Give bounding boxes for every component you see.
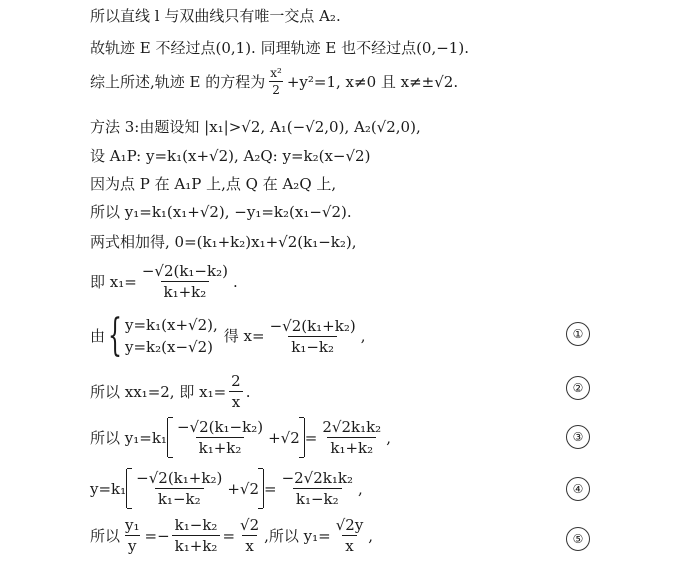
line12-suffix: , (386, 428, 391, 447)
system-eq-1: y=k₁(x+√2), (125, 316, 218, 334)
frac-numerator: √2 (240, 516, 260, 534)
text-line-3 (90, 66, 458, 97)
line14-mid: =− (144, 526, 170, 545)
frac-denominator: k₁+k₂ (196, 437, 245, 457)
fraction-sqrt2-over-x (237, 516, 262, 555)
frac-denominator: y (125, 535, 139, 555)
frac-denominator: 2 (269, 81, 283, 97)
frac-denominator: k₁−k₂ (288, 336, 337, 356)
text-line-2: 故轨迹 E 不经过点(0,1). 同理轨迹 E 也不经过点(0,−1). (90, 39, 469, 57)
frac-numerator: −√2(k₁−k₂) (176, 418, 264, 436)
line12-prefix: 所以 y₁=k₁ (90, 428, 167, 447)
frac-numerator: −√2(k₁+k₂) (269, 316, 356, 335)
line10-prefix: 由 (90, 327, 106, 345)
frac-denominator: k₁+k₂ (161, 281, 210, 301)
square-bracket-group (126, 469, 264, 508)
bracket-plus-term: +√2 (227, 479, 259, 498)
frac-numerator: k₁−k₂ (174, 516, 218, 534)
line14-mid2: = (222, 526, 236, 545)
line10-mid: 得 x= (223, 327, 265, 345)
equation-number-4: ④ (566, 477, 590, 501)
line14-prefix: 所以 (90, 526, 121, 545)
frac-denominator: k₁+k₂ (327, 437, 376, 457)
fraction-y1-result (333, 516, 367, 555)
fraction-inner (133, 469, 225, 508)
fraction-x1 (139, 262, 231, 301)
fraction-result (279, 469, 356, 508)
fraction-x2-over-2 (267, 66, 285, 97)
line3-prefix: 综上所述,轨迹 E 的方程为 (90, 72, 266, 91)
equals-sign: = (304, 428, 318, 447)
frac-denominator: k₁−k₂ (293, 488, 342, 508)
text-line-12 (90, 418, 391, 457)
equation-number-2: ② (566, 376, 590, 400)
equation-number-5: ⑤ (566, 527, 590, 551)
line9-suffix: . (232, 272, 238, 291)
line9-prefix: 即 x₁= (90, 272, 137, 291)
equals-sign: = (263, 479, 277, 498)
text-line-6: 因为点 P 在 A₁P 上,点 Q 在 A₂Q 上, (90, 175, 337, 193)
frac-numerator: −2√2k₁k₂ (281, 469, 353, 487)
frac-numerator: x² (270, 66, 282, 80)
text-line-4: 方法 3:由题设知 |x₁|>√2, A₁(−√2,0), A₂(√2,0), (90, 118, 421, 136)
text-line-10 (90, 310, 366, 361)
line14-mid3: ,所以 y₁= (264, 526, 331, 545)
equation-number-1: ① (566, 322, 590, 346)
bracket-plus-term: +√2 (268, 428, 300, 447)
frac-numerator: 2√2k₁k₂ (322, 418, 382, 436)
line13-suffix: , (357, 479, 363, 498)
text-line-14 (90, 516, 373, 555)
line10-suffix: , (360, 327, 366, 345)
text-line-1: 所以直线 l 与双曲线只有唯一交点 A₂. (90, 7, 341, 25)
text-line-9 (90, 262, 238, 301)
equation-system (125, 314, 218, 358)
frac-denominator: x (229, 391, 243, 411)
fraction-y1-over-y (122, 516, 143, 555)
system-eq-2: y=k₂(x−√2) (125, 338, 213, 356)
frac-numerator: y₁ (125, 516, 140, 534)
text-line-5: 设 A₁P: y=k₁(x+√2), A₂Q: y=k₂(x−√2) (90, 147, 371, 165)
text-line-8: 两式相加得, 0=(k₁+k₂)x₁+√2(k₁−k₂), (90, 233, 357, 251)
equation-number-3: ③ (566, 425, 590, 449)
frac-denominator: k₁−k₂ (155, 488, 204, 508)
text-line-13 (90, 469, 363, 508)
fraction-inner (174, 418, 266, 457)
line3-suffix: +y²=1, x≠0 且 x≠±√2. (286, 72, 459, 91)
fraction-2-over-x (228, 372, 244, 411)
frac-numerator: −√2(k₁−k₂) (141, 262, 228, 280)
fraction-result (319, 418, 384, 457)
line14-suffix: , (368, 526, 374, 545)
line11-prefix: 所以 xx₁=2, 即 x₁= (90, 382, 227, 401)
frac-denominator: x (342, 535, 356, 555)
line13-prefix: y=k₁ (90, 479, 127, 498)
frac-numerator: −√2(k₁+k₂) (136, 469, 223, 487)
left-brace: { (108, 310, 123, 361)
frac-denominator: x (242, 535, 256, 555)
fraction-k-ratio (172, 516, 221, 555)
fraction-x (267, 317, 359, 356)
line11-suffix: . (245, 382, 251, 401)
text-line-7: 所以 y₁=k₁(x₁+√2), −y₁=k₂(x₁−√2). (90, 203, 352, 221)
frac-numerator: √2y (335, 516, 364, 534)
frac-numerator: 2 (231, 372, 241, 390)
frac-denominator: k₁+k₂ (172, 535, 221, 555)
square-bracket-group (167, 418, 305, 457)
text-line-11 (90, 372, 251, 411)
